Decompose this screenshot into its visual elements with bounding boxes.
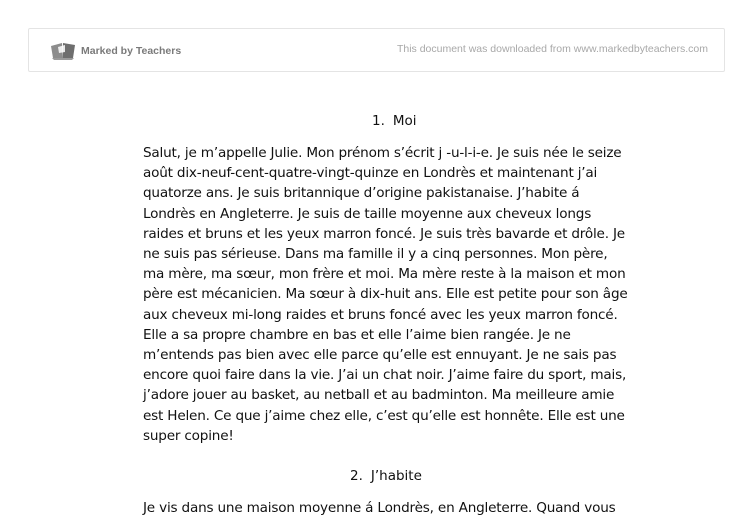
logo[interactable]	[49, 41, 181, 61]
page-header	[28, 28, 725, 72]
section-body-jhabite: Je vis dans une maison moyenne á Londrès, en Angleterre. Quand vous	[143, 500, 616, 516]
section-body-moi: Salut, je m’appelle Julie. Mon prénom s’écrit j -u-l-i-e. Je suis née le seize août dix-neuf-cent-quatre-vingt-quinze en Londrès et maintenant j’ai quatorze ans. Je suis britannique d’origine pakistanaise. J’habite á Londrès en Angleterre. Je suis de taille moyenne aux cheveux longs raides et bruns et les yeux marron foncé. Je suis très bavarde et drôle. Je ne suis pas sérieuse. Dans ma famille il y a cinq personnes. Mon père, ma mère, ma sœur, mon frère et moi. Ma mère reste à la maison et mon père est mécanicien. Ma sœur à dix-huit ans. Elle est petite pour son âge aux cheveux mi-long raides et bruns foncé avec les yeux marron foncé. Elle a sa propre chambre en bas et elle l’aime bien rangée. Je ne m’entends pas bien avec elle parce qu’elle est ennuyant. Je ne sais pas encore quoi faire dans la vie. J’ai un chat noir. J’aime faire du sport, mais, j’adore jouer au basket, au netball et au badminton. Ma meilleure amie est Helen. Ce que j’aime chez elle, c’est qu’elle est honnête. Elle est une super copine!	[143, 145, 628, 444]
section-heading: J’habite	[370, 468, 422, 484]
book-logo-icon	[49, 41, 77, 61]
section-heading: Moi	[392, 113, 417, 129]
section-title-jhabite	[350, 468, 422, 484]
logo-text: Marked by Teachers	[81, 45, 182, 57]
download-note: This document was downloaded from www.markedbyteachers.com	[396, 43, 708, 55]
section-number: 2.	[350, 468, 363, 484]
section-number: 1.	[372, 113, 385, 129]
section-title-moi	[372, 113, 417, 129]
